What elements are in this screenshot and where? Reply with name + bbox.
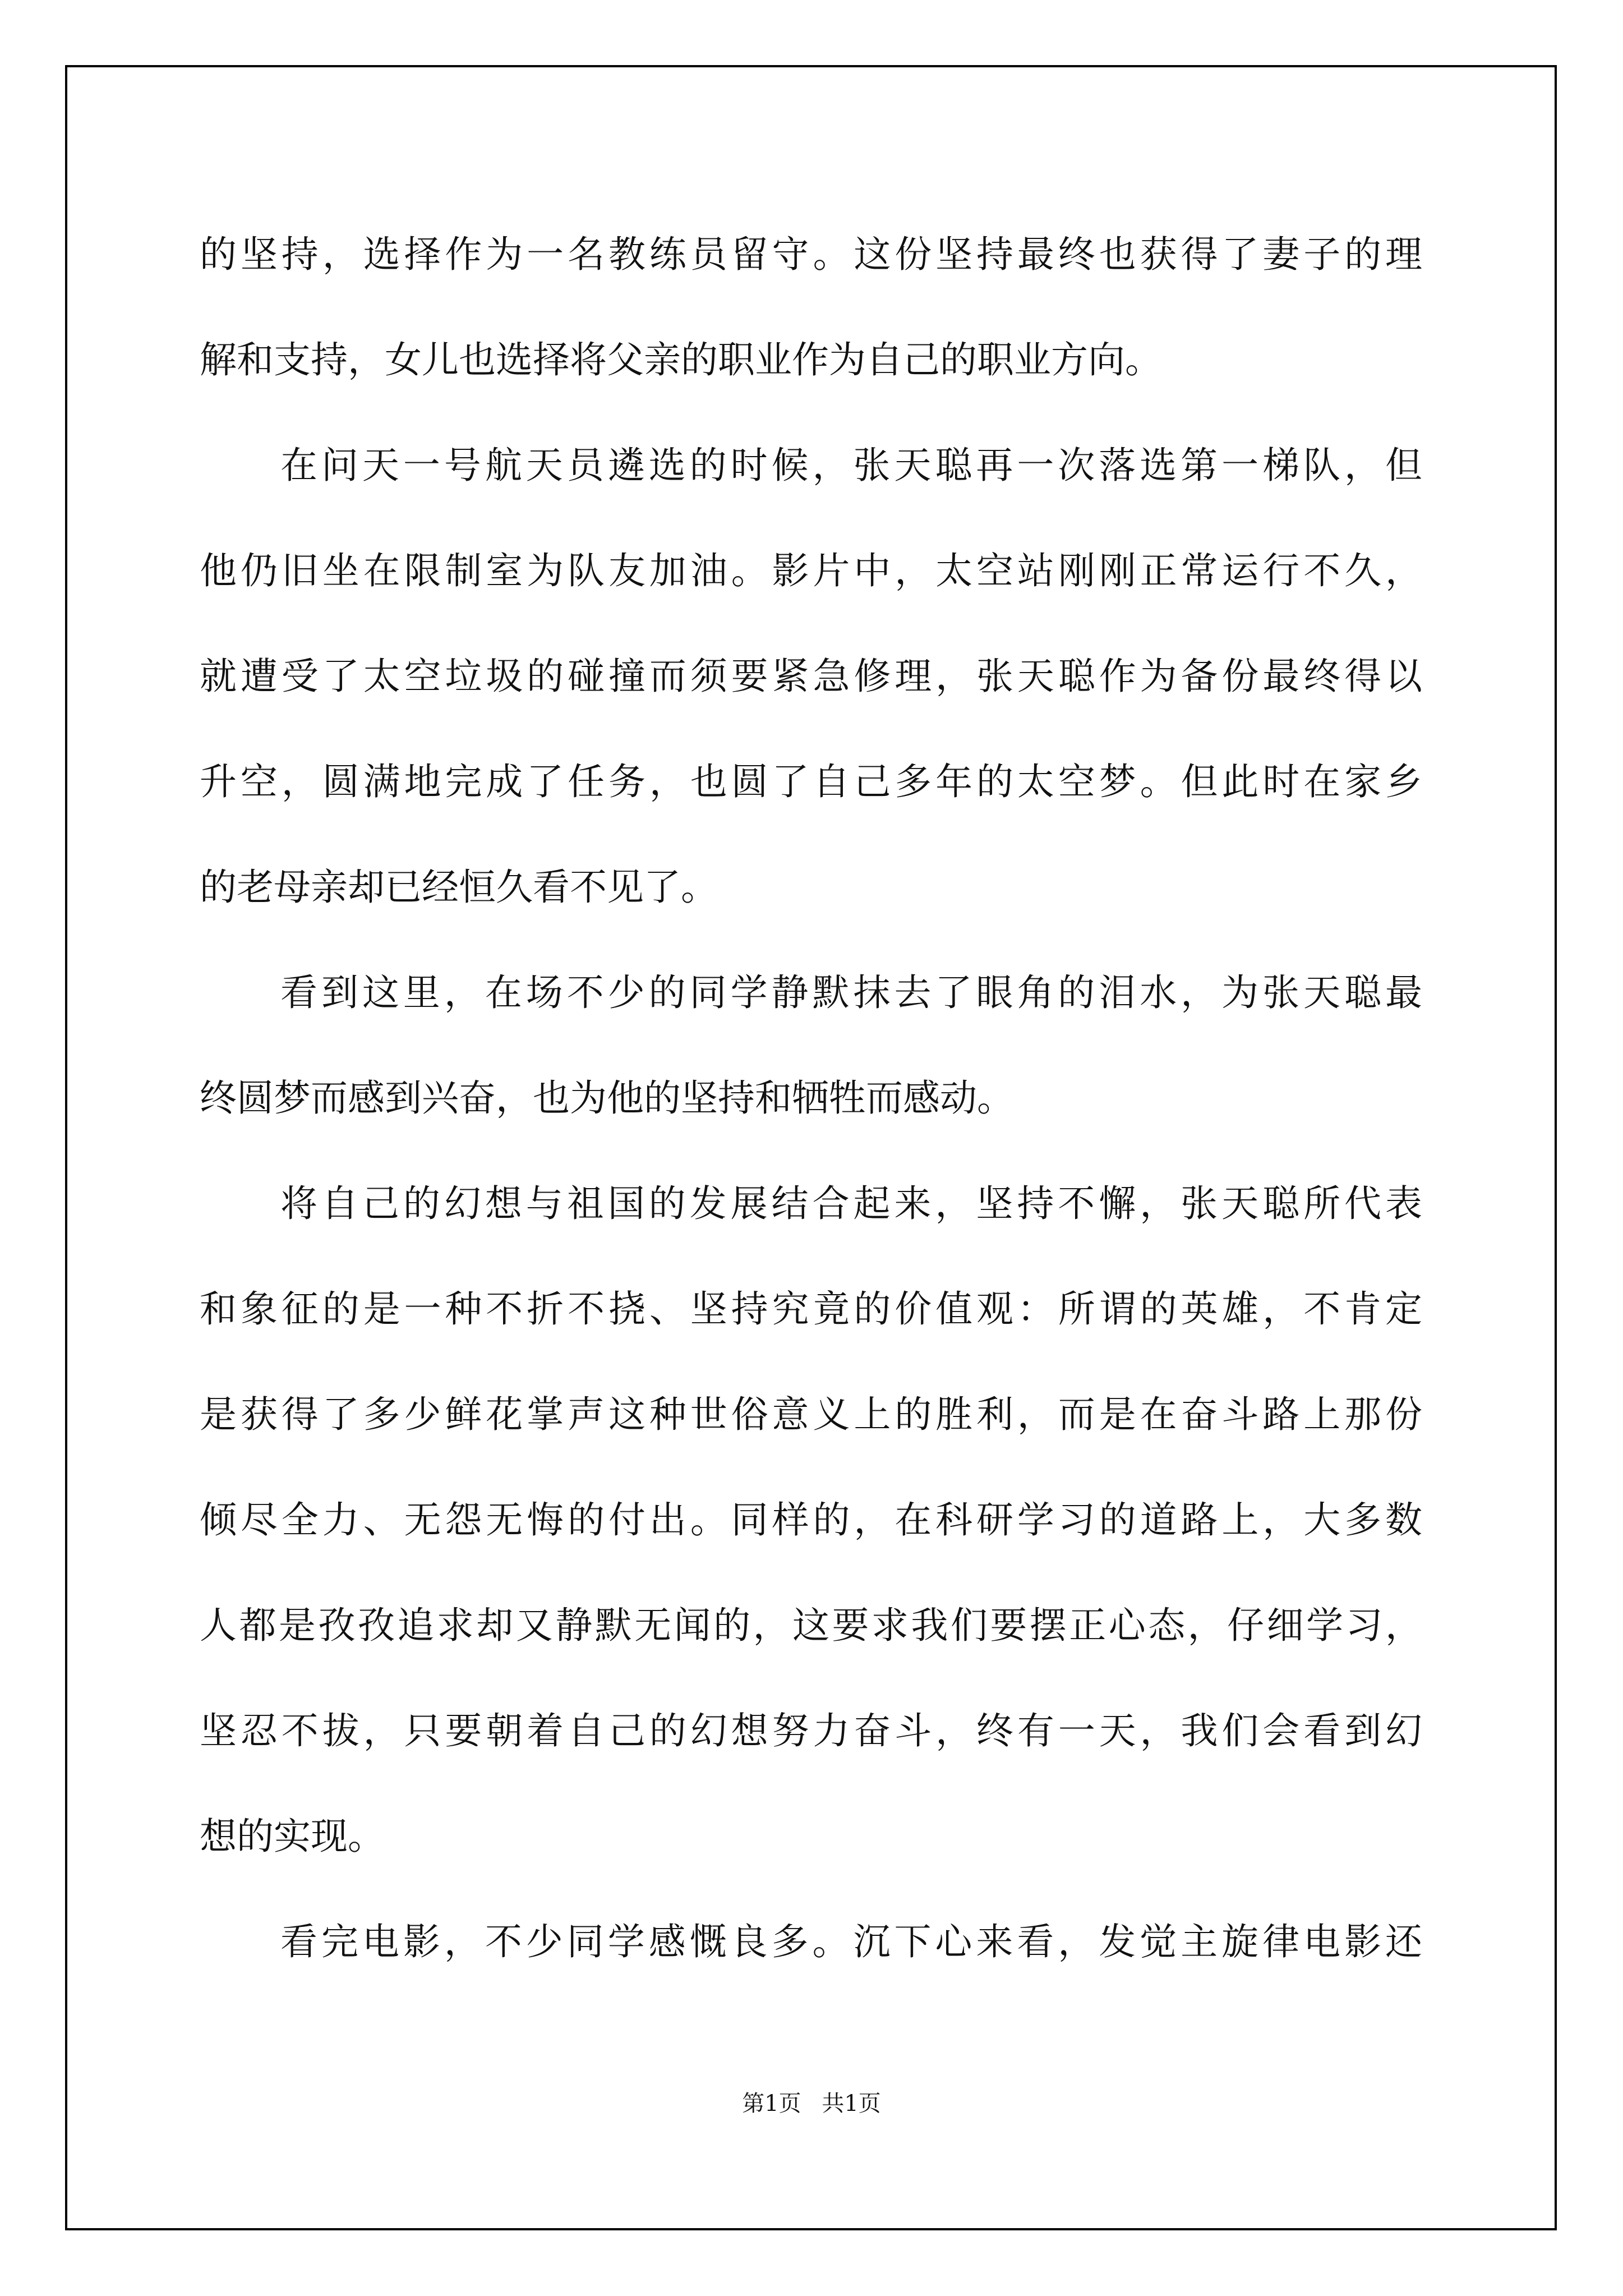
text-line: 他仍旧坐在限制室为队友加油。影片中，太空站刚刚正常运行不久， <box>200 549 1422 592</box>
text-line: 在问天一号航天员遴选的时候，张天聪再一次落选第一梯队，但 <box>280 444 1422 487</box>
page-total: 共1页 <box>822 2091 881 2116</box>
text-line: 倾尽全力、无怨无悔的付出。同样的，在科研学习的道路上，大多数 <box>200 1498 1422 1542</box>
text-line: 升空，圆满地完成了任务，也圆了自己多年的太空梦。但此时在家乡 <box>200 760 1422 803</box>
text-line: 坚忍不拔，只要朝着自己的幻想努力奋斗，终有一天，我们会看到幻 <box>200 1709 1422 1752</box>
text-line: 解和支持，女儿也选择将父亲的职业作为自己的职业方向。 <box>200 338 1162 381</box>
text-line: 是获得了多少鲜花掌声这种世俗意义上的胜利，而是在奋斗路上那份 <box>200 1393 1422 1436</box>
page-footer <box>0 2086 1623 2118</box>
document-body <box>200 202 1422 1995</box>
text-line: 看到这里，在场不少的同学静默抹去了眼角的泪水，为张天聪最 <box>280 971 1422 1014</box>
text-line: 终圆梦而感到兴奋，也为他的坚持和牺牲而感动。 <box>200 1076 1014 1120</box>
text-line: 想的实现。 <box>200 1815 385 1858</box>
page-number: 第1页 <box>742 2091 801 2116</box>
text-line: 的老母亲却已经恒久看不见了。 <box>200 866 718 909</box>
text-line: 的坚持，选择作为一名教练员留守。这份坚持最终也获得了妻子的理 <box>200 233 1422 276</box>
text-line: 看完电影，不少同学感慨良多。沉下心来看，发觉主旋律电影还 <box>280 1920 1422 1963</box>
text-line: 和象征的是一种不折不挠、坚持究竟的价值观：所谓的英雄，不肯定 <box>200 1287 1422 1331</box>
text-line: 人都是孜孜追求却又静默无闻的，这要求我们要摆正心态，仔细学习， <box>200 1604 1422 1647</box>
text-line: 就遭受了太空垃圾的碰撞而须要紧急修理，张天聪作为备份最终得以 <box>200 655 1422 698</box>
text-line: 将自己的幻想与祖国的发展结合起来，坚持不懈，张天聪所代表 <box>280 1182 1422 1225</box>
